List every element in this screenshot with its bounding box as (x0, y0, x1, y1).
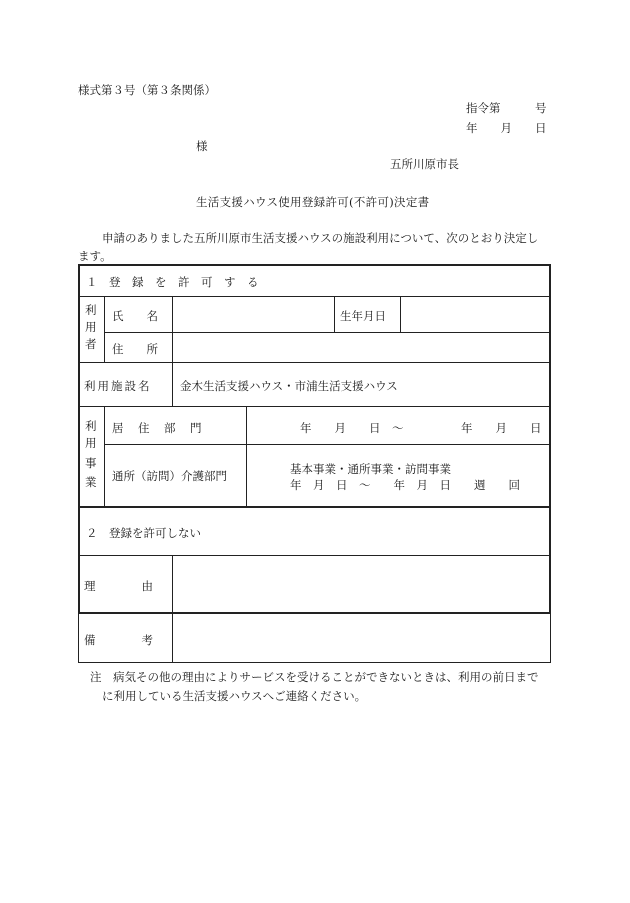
remarks-label: 備 考 (84, 633, 153, 647)
birthdate-label: 生年月日 (340, 309, 386, 323)
addressee-suffix: 様 (196, 139, 208, 153)
intro-text-line1: 申請のありました五所川原市生活支援ハウスの施設利用について、次のとおり決定し (102, 231, 539, 245)
issuer-name: 五所川原市長 (390, 157, 459, 171)
date-label: 年 月 日 (466, 121, 547, 135)
daycare-period: 年 月 日 〜 年 月 日 週 回 (290, 478, 520, 492)
document-title: 生活支援ハウス使用登録許可(不許可)決定書 (196, 195, 430, 209)
reason-label: 理 由 (84, 579, 153, 593)
approve-heading: １ 登 録 を 許 可 す る (86, 275, 259, 289)
residence-period: 年 月 日 〜 年 月 日 (300, 421, 542, 435)
intro-text-line2: ます。 (78, 249, 112, 263)
address-label: 住 所 (112, 342, 158, 356)
note-line2: に利用している生活支援ハウスへご連絡ください。 (102, 689, 367, 703)
name-label: 氏 名 (112, 309, 158, 323)
reference-number-label: 指令第 号 (466, 101, 547, 115)
daycare-services: 基本事業・通所事業・訪問事業 (290, 462, 451, 476)
daycare-label: 通所（訪問）介護部門 (112, 469, 227, 483)
form-number: 様式第３号（第３条関係） (78, 83, 216, 97)
residence-label: 居 住 部 門 (112, 421, 203, 435)
facility-value: 金木生活支援ハウス・市浦生活支援ハウス (180, 379, 398, 393)
deny-heading: ２ 登録を許可しない (86, 526, 201, 540)
note-line1: 注 病気その他の理由によりサービスを受けることができないときは、利用の前日まで (90, 670, 539, 684)
facility-label: 利用施設名 (84, 379, 152, 393)
